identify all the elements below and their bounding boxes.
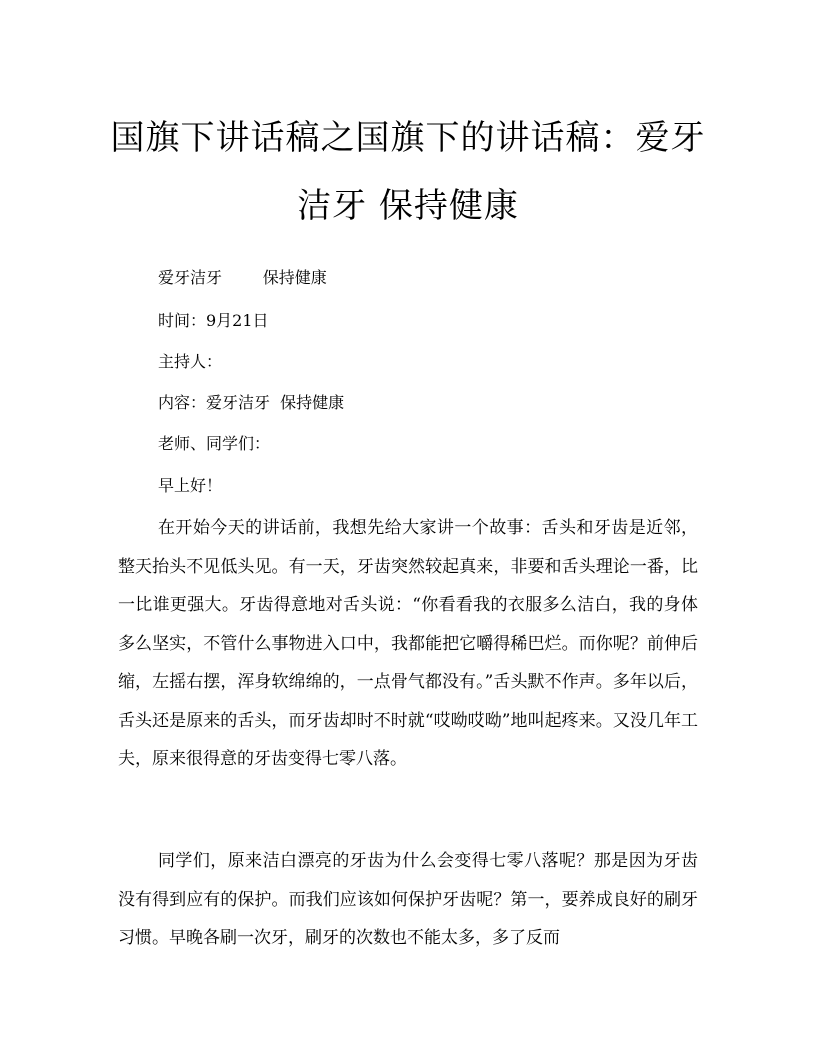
salutation-line: 老师、同学们： <box>158 434 271 453</box>
story-paragraph: 在开始今天的讲话前，我想先给大家讲一个故事：舌头和牙齿是近邻，整天抬头不见低头见。有一天，牙齿突然较起真来，非要和舌头理论一番，比一比谁更强大。牙齿得意地对舌头说：“你看看我的衣服多么洁白，我的身体多么坚实，不管什么事物进入口中，我都能把它嚼得稀巴烂。而你呢？前伸后缩，左摇右摆，浑身软绵绵的，一点骨气都没有。”舌头默不作声。多年以后，舌头还是原来的舌头，而牙齿却时不时就“哎呦哎呦”地叫起疼来。又没几年工夫，原来很得意的牙齿变得七零八落。 <box>118 518 698 769</box>
document-title: 国旗下讲话稿之国旗下的讲话稿：爱牙洁牙 保持健康 <box>110 118 706 226</box>
subtitle-line: 爱牙洁牙 保持健康 <box>158 268 327 287</box>
greeting-line: 早上好！ <box>158 476 223 495</box>
host-line: 主持人： <box>158 352 223 371</box>
advice-paragraph: 同学们，原来洁白漂亮的牙齿为什么会变得七零八落呢？那是因为牙齿没有得到应有的保护。而我们应该如何保护牙齿呢？第一，要养成良好的刷牙习惯。早晚各刷一次牙，刷牙的次数也不能太多，多了反而 <box>118 851 698 948</box>
time-line: 时间：9月21日 <box>158 311 269 330</box>
content-line: 内容：爱牙洁牙 保持健康 <box>158 393 345 412</box>
